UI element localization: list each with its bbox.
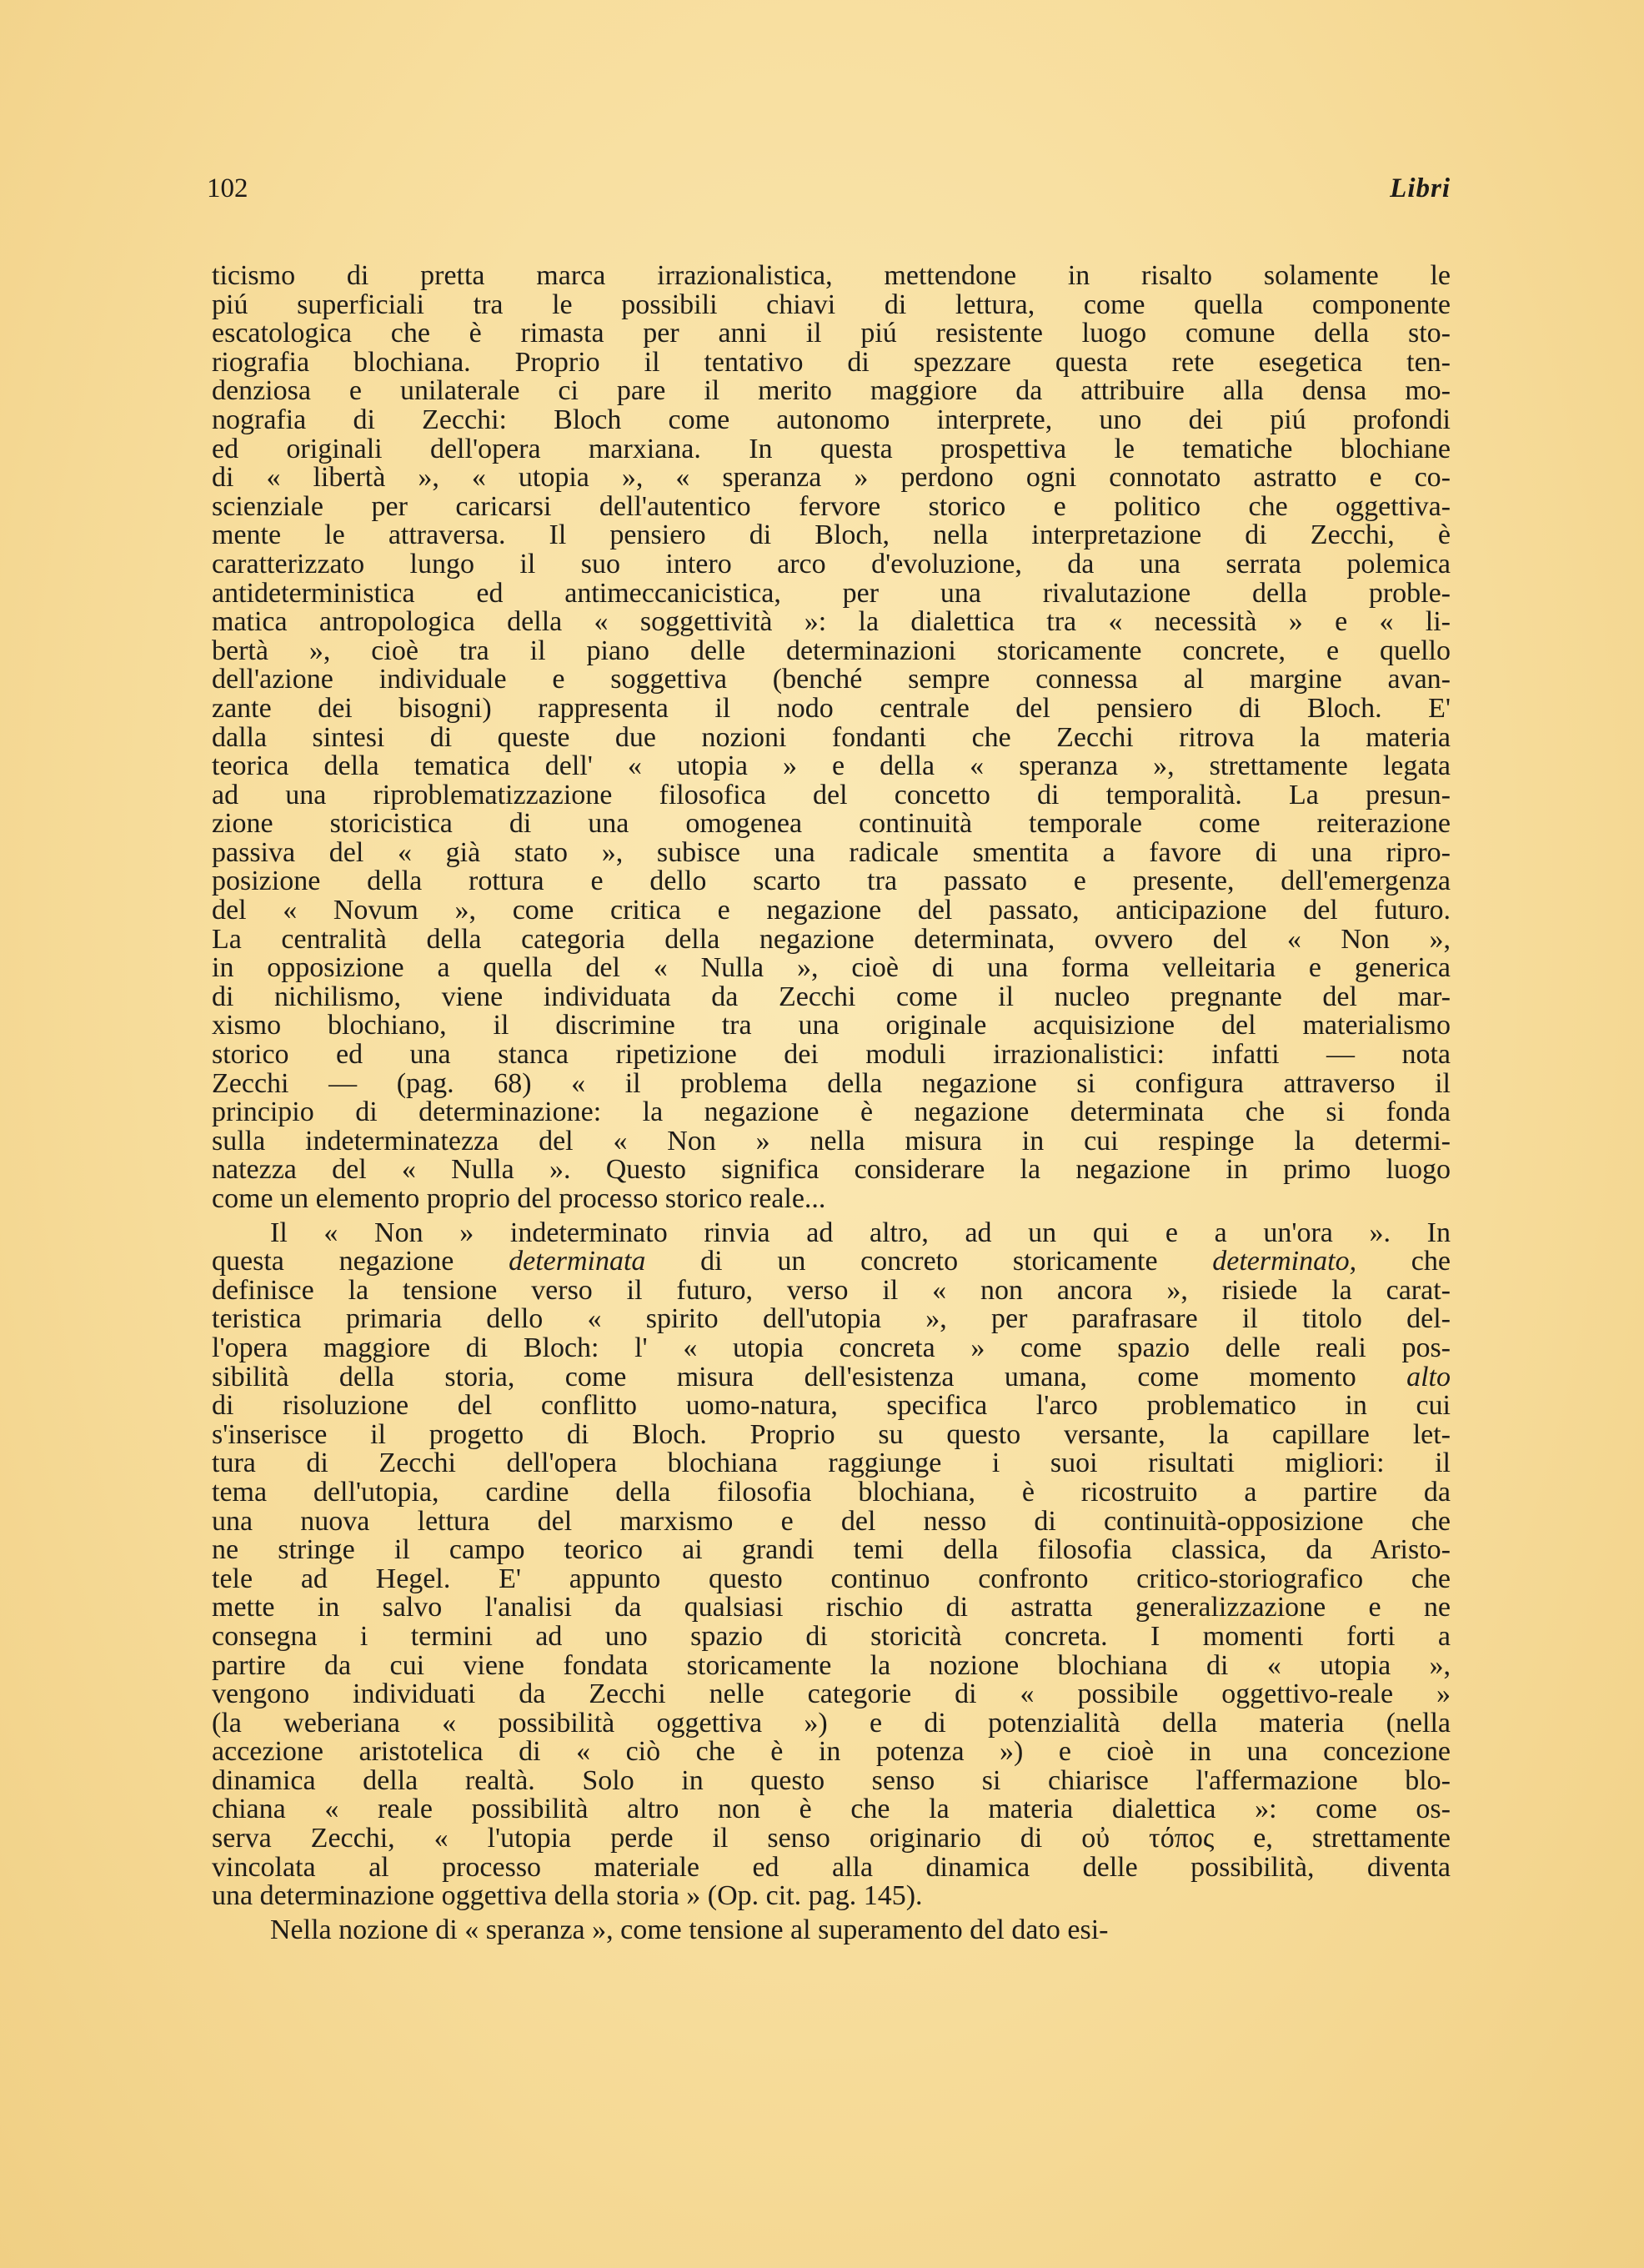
text-line: definisce la tensione verso il futuro, verso il « non ancora », risiede la carat- <box>212 1274 1451 1306</box>
text-line: xismo blochiano, il discrimine tra una originale acquisizione del materialismo <box>212 1010 1451 1041</box>
text-line: Zecchi — (pag. 68) « il problema della negazione si configura attraverso il <box>212 1067 1451 1099</box>
text-line: Nella nozione di « speranza », come tensione al superamento del dato esi- <box>270 1914 1109 1945</box>
text-line: scienziale per caricarsi dell'autentico fervore storico e politico che oggettiva- <box>212 490 1451 522</box>
text-line: vincolata al processo materiale ed alla dinamica delle possibilità, diventa <box>212 1851 1451 1883</box>
text-line: caratterizzato lungo il suo intero arco d'evoluzione, da una serrata polemica <box>212 548 1451 580</box>
text-line: escatologica che è rimasta per anni il piú resistente luogo comune della sto- <box>212 318 1451 349</box>
text-line: partire da cui viene fondata storicamente la nozione blochiana di « utopia », <box>212 1649 1451 1681</box>
text-line: consegna i termini ad uno spazio di storicità concreta. I momenti forti a <box>212 1620 1451 1652</box>
paragraph <box>212 262 1451 1214</box>
text-line: tura di Zecchi dell'opera blochiana raggiunge i suoi risultati migliori: il <box>212 1448 1451 1479</box>
text-line: mette in salvo l'analisi da qualsiasi rischio di astratta generalizzazione e ne <box>212 1592 1451 1623</box>
text-line: denziosa e unilaterale ci pare il merito maggiore da attribuire alla densa mo- <box>212 375 1451 407</box>
text-line: una determinazione oggettiva della storia » (Op. cit. pag. 145). <box>212 1880 923 1912</box>
text-line: una nuova lettura del marxismo e del nesso di continuità-opposizione che <box>212 1505 1451 1537</box>
text-line: accezione aristotelica di « ciò che è in potenza ») e cioè in una concezione <box>212 1736 1451 1768</box>
text-line: chiana « reale possibilità altro non è che la materia dialettica »: come os- <box>212 1794 1451 1825</box>
text-line: l'opera maggiore di Bloch: l' « utopia concreta » come spazio delle reali pos- <box>212 1332 1451 1363</box>
text-line: ed originali dell'opera marxiana. In questa prospettiva le tematiche blochiane <box>212 433 1451 464</box>
text-line: s'inserisce il progetto di Bloch. Proprio su questo versante, la capillare let- <box>212 1418 1451 1450</box>
text-line: matica antropologica della « soggettività »: la dialettica tra « necessità » e « li- <box>212 606 1451 638</box>
text-line: (la weberiana « possibilità oggettiva ») e di potenzialità della materia (nella <box>212 1707 1451 1739</box>
text-line: teristica primaria dello « spirito dell'utopia », per parafrasare il titolo del- <box>212 1303 1451 1335</box>
text-line: antideterministica ed antimeccanicistica, per una rivalutazione della proble- <box>212 577 1451 609</box>
text-line: dell'azione individuale e soggettiva (benché sempre connessa al margine avan- <box>212 664 1451 695</box>
text-line: mente le attraversa. Il pensiero di Bloch, nella interpretazione di Zecchi, è <box>212 519 1451 551</box>
text-line: bertà », cioè tra il piano delle determinazioni storicamente concrete, e quello <box>212 635 1451 666</box>
body-text <box>212 262 1451 1944</box>
text-line: del « Novum », come critica e negazione del passato, anticipazione del futuro. <box>212 895 1451 926</box>
text-line: di nichilismo, viene individuata da Zecchi come il nucleo pregnante del mar- <box>212 981 1451 1012</box>
text-line: tema dell'utopia, cardine della filosofia blochiana, è ricostruito a partire da <box>212 1476 1451 1508</box>
text-line: sulla indeterminatezza del « Non » nella misura in cui respinge la determi- <box>212 1125 1451 1157</box>
page-header <box>207 173 1451 215</box>
text-line: riografia blochiana. Proprio il tentativo di spezzare questa rete esegetica ten- <box>212 346 1451 378</box>
text-line: passiva del « già stato », subisce una radicale smentita a favore di una ripro- <box>212 836 1451 868</box>
text-line: di risoluzione del conflitto uomo-natura, specifica l'arco problematico in cui <box>212 1390 1451 1422</box>
paragraph <box>212 1219 1451 1911</box>
text-line: Il « Non » indeterminato rinvia ad altro, ad un qui e a un'ora ». In <box>270 1217 1451 1248</box>
text-line: zante dei bisogni) rappresenta il nodo centrale del pensiero di Bloch. E' <box>212 692 1451 724</box>
text-line: storico ed una stanca ripetizione dei moduli irrazionalistici: infatti — nota <box>212 1039 1451 1071</box>
text-line: nografia di Zecchi: Bloch come autonomo interprete, uno dei piú profondi <box>212 404 1451 435</box>
text-line: dinamica della realtà. Solo in questo senso si chiarisce l'affermazione blo- <box>212 1764 1451 1796</box>
text-line: ne stringe il campo teorico ai grandi temi della filosofia classica, da Aristo- <box>212 1534 1451 1566</box>
text-line: in opposizione a quella del « Nulla », cioè di una forma velleitaria e generica <box>212 952 1451 984</box>
text-line: di « libertà », « utopia », « speranza » perdono ogni connotato astratto e co- <box>212 462 1451 494</box>
text-line: tele ad Hegel. E' appunto questo continuo confronto critico-storiografico che <box>212 1563 1451 1594</box>
running-head: Libri <box>1390 173 1451 203</box>
text-line: teorica della tematica dell' « utopia » e della « speranza », strettamente legata <box>212 750 1451 782</box>
text-line: natezza del « Nulla ». Questo significa considerare la negazione in primo luogo <box>212 1154 1451 1186</box>
paragraph <box>212 1916 1451 1945</box>
page-number: 102 <box>207 173 248 203</box>
text-line: zione storicistica di una omogenea continuità temporale come reiterazione <box>212 808 1451 840</box>
text-line: principio di determinazione: la negazione è negazione determinata che si fonda <box>212 1096 1451 1128</box>
text-line: dalla sintesi di queste due nozioni fondanti che Zecchi ritrova la materia <box>212 721 1451 753</box>
text-line: piú superficiali tra le possibili chiavi di lettura, come quella componente <box>212 289 1451 320</box>
text-line: sibilità della storia, come misura dell'esistenza umana, come momento alto <box>212 1361 1451 1392</box>
text-line: serva Zecchi, « l'utopia perde il senso originario di οὐ τόπος e, strettamente <box>212 1823 1451 1854</box>
text-line: La centralità della categoria della negazione determinata, ovvero del « Non », <box>212 923 1451 955</box>
text-line: vengono individuati da Zecchi nelle categorie di « possibile oggettivo-reale » <box>212 1678 1451 1710</box>
text-line: questa negazione determinata di un concreto storicamente determinato, che <box>212 1246 1451 1277</box>
text-line: ad una riproblematizzazione filosofica del concetto di temporalità. La presun- <box>212 779 1451 810</box>
text-line: posizione della rottura e dello scarto tra passato e presente, dell'emergenza <box>212 866 1451 897</box>
text-line: ticismo di pretta marca irrazionalistica, mettendone in risalto solamente le <box>212 260 1451 291</box>
text-line: come un elemento proprio del processo storico reale... <box>212 1183 826 1214</box>
